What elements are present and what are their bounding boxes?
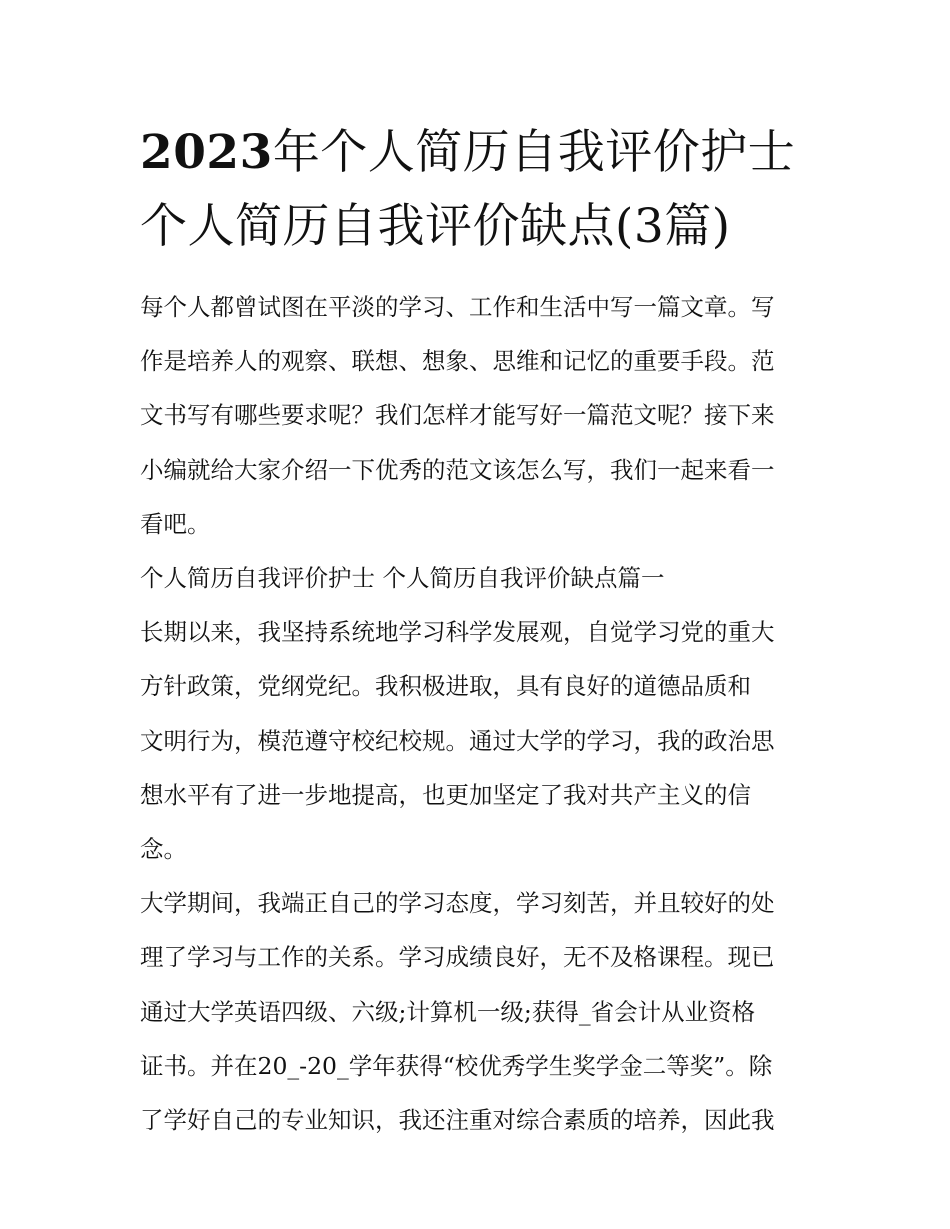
- text-line: 文明行为，模范遵守校纪校规。通过大学的学习，我的政治思: [140, 726, 775, 755]
- body-paragraph: [140, 876, 812, 1147]
- text-line: 念。: [140, 835, 187, 864]
- text-line: 大学期间，我端正自己的学习态度，学习刻苦，并且较好的处: [140, 889, 775, 918]
- document-title: [140, 116, 812, 264]
- text-line: 小编就给大家介绍一下优秀的范文该怎么写，我们一起来看一: [140, 455, 775, 484]
- title-year: 2023: [140, 125, 273, 180]
- text-line: 文书写有哪些要求呢？我们怎样才能写好一篇范文呢？接下来: [140, 401, 775, 430]
- text-line: 通过大学英语四级、六级;计算机一级;获得_省会计从业资格: [140, 997, 756, 1026]
- text-line: 想水平有了进一步地提高，也更加坚定了我对共产主义的信: [140, 780, 751, 809]
- title-text: 年个人简历自我评价护士: [272, 125, 796, 180]
- title-line-2: 个人简历自我评价缺点(3篇): [140, 199, 731, 254]
- text-line: 看吧。: [140, 509, 211, 538]
- text-line: 证书。并在20_-20_学年获得“校优秀学生奖学金二等奖”。除: [140, 1051, 773, 1080]
- text-line: 每个人都曾试图在平淡的学习、工作和生活中写一篇文章。写: [140, 293, 775, 321]
- document-body: [140, 280, 812, 1147]
- text-line: 方针政策，党纲党纪。我积极进取，具有良好的道德品质和: [140, 672, 751, 701]
- text-line: 理了学习与工作的关系。学习成绩良好，无不及格课程。现已: [140, 943, 775, 972]
- text-line: 个人简历自我评价护士 个人简历自我评价缺点篇一: [140, 564, 665, 593]
- intro-paragraph: [140, 280, 812, 551]
- document-page: [140, 116, 812, 1147]
- text-line: 作是培养人的观察、联想、想象、思维和记忆的重要手段。范: [140, 347, 775, 376]
- body-paragraph: [140, 605, 812, 876]
- title-line-1: [140, 116, 812, 190]
- text-line: 了学好自己的专业知识，我还注重对综合素质的培养，因此我: [140, 1106, 775, 1135]
- text-line: 长期以来，我坚持系统地学习科学发展观，自觉学习党的重大: [140, 618, 775, 647]
- section-heading: [140, 551, 812, 605]
